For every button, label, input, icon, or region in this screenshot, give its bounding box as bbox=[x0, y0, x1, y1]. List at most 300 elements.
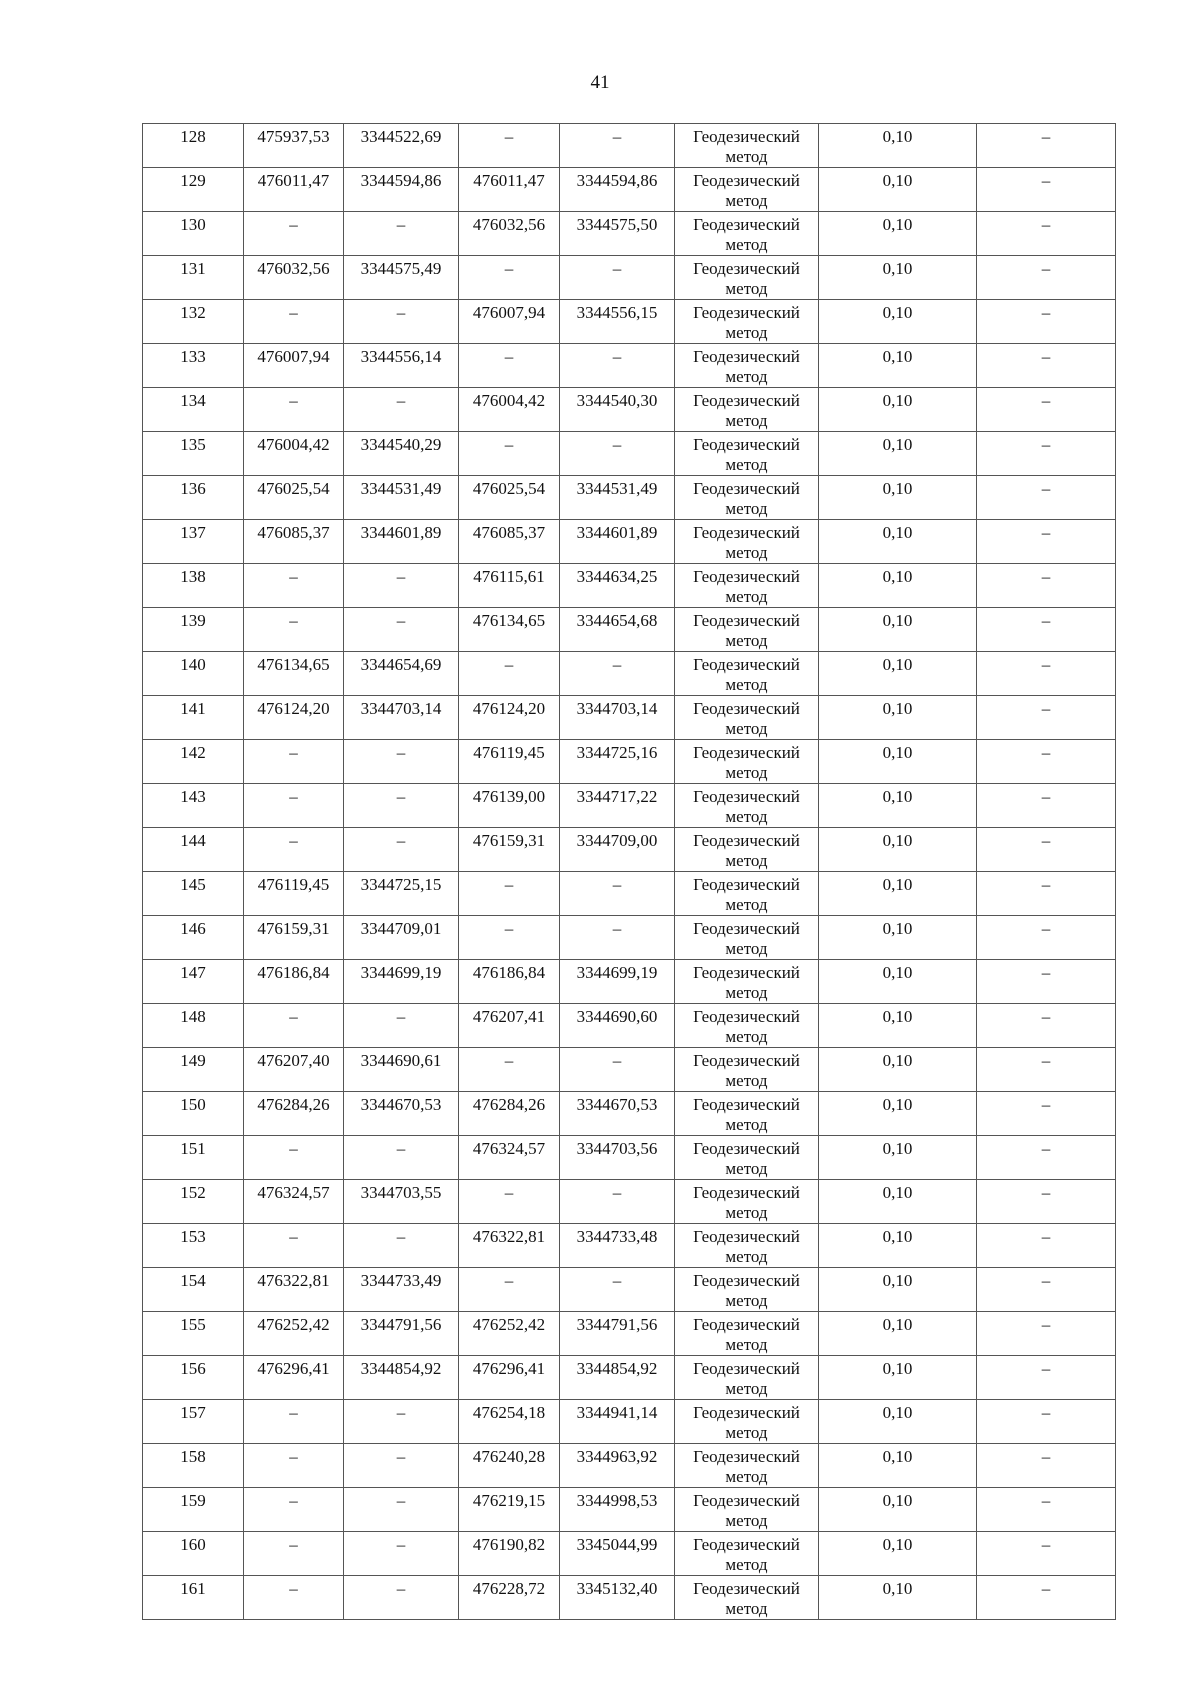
cell-text: 3344601,89 bbox=[360, 523, 442, 542]
cell-text: 142 bbox=[180, 743, 206, 762]
cell-text: 476124,20 bbox=[472, 699, 546, 718]
new-x-cell bbox=[459, 1224, 560, 1268]
cell-text: – bbox=[1041, 875, 1051, 894]
cell-text: 141 bbox=[180, 699, 206, 718]
cell-text: – bbox=[1041, 1007, 1051, 1026]
cell-text: – bbox=[289, 1491, 298, 1510]
cell-text: 0,10 bbox=[882, 171, 913, 190]
cell-text: 137 bbox=[180, 523, 206, 542]
new-x-cell bbox=[459, 828, 560, 872]
cell-text: – bbox=[396, 567, 406, 586]
new-x-cell bbox=[459, 1400, 560, 1444]
accuracy-cell bbox=[819, 564, 977, 608]
cell-text: 3344733,48 bbox=[576, 1227, 658, 1246]
cell-text: – bbox=[1041, 1183, 1051, 1202]
cell-text: 476085,37 bbox=[472, 523, 546, 542]
cell-text: 3344540,30 bbox=[576, 391, 658, 410]
cell-text: 0,10 bbox=[882, 699, 913, 718]
method-cell bbox=[675, 476, 819, 520]
cell-text: – bbox=[396, 303, 406, 322]
method-cell bbox=[675, 1312, 819, 1356]
cell-text: Геодезический метод bbox=[693, 1183, 800, 1222]
cell-text: – bbox=[1041, 303, 1051, 322]
table-row bbox=[143, 1268, 1116, 1312]
existing-y-cell bbox=[344, 168, 459, 212]
cell-text: 3344717,22 bbox=[576, 787, 658, 806]
cell-text: – bbox=[1041, 1535, 1051, 1554]
existing-x-cell bbox=[244, 1532, 344, 1576]
cell-text: – bbox=[1041, 1315, 1051, 1334]
cell-text: 476159,31 bbox=[257, 919, 330, 938]
new-x-cell bbox=[459, 1048, 560, 1092]
point-number-cell bbox=[143, 124, 244, 168]
new-x-cell bbox=[459, 432, 560, 476]
new-x-cell bbox=[459, 124, 560, 168]
table-row bbox=[143, 1356, 1116, 1400]
table-row bbox=[143, 1004, 1116, 1048]
cell-text: – bbox=[396, 611, 406, 630]
method-cell bbox=[675, 1224, 819, 1268]
existing-x-cell bbox=[244, 432, 344, 476]
cell-text: 0,10 bbox=[882, 1447, 913, 1466]
cell-text: – bbox=[289, 787, 298, 806]
cell-text: 136 bbox=[180, 479, 206, 498]
table-row bbox=[143, 1444, 1116, 1488]
cell-text: – bbox=[396, 743, 406, 762]
cell-text: 0,10 bbox=[882, 611, 913, 630]
cell-text: 3344733,49 bbox=[360, 1271, 442, 1290]
table-row bbox=[143, 1312, 1116, 1356]
table-row bbox=[143, 388, 1116, 432]
accuracy-cell bbox=[819, 344, 977, 388]
method-cell bbox=[675, 1180, 819, 1224]
cell-text: 140 bbox=[180, 655, 206, 674]
cell-text: 131 bbox=[180, 259, 206, 278]
method-cell bbox=[675, 1444, 819, 1488]
method-cell bbox=[675, 1488, 819, 1532]
description-cell bbox=[977, 696, 1116, 740]
cell-text: Геодезический метод bbox=[693, 1095, 800, 1134]
cell-text: 476134,65 bbox=[472, 611, 546, 630]
new-y-cell bbox=[560, 256, 675, 300]
cell-text: 3344690,60 bbox=[576, 1007, 658, 1026]
cell-text: 147 bbox=[180, 963, 206, 982]
existing-x-cell bbox=[244, 1444, 344, 1488]
table-row bbox=[143, 696, 1116, 740]
point-number-cell bbox=[143, 564, 244, 608]
new-x-cell bbox=[459, 916, 560, 960]
cell-text: Геодезический метод bbox=[693, 831, 800, 870]
existing-x-cell bbox=[244, 784, 344, 828]
existing-y-cell bbox=[344, 256, 459, 300]
new-x-cell bbox=[459, 1136, 560, 1180]
accuracy-cell bbox=[819, 608, 977, 652]
cell-text: – bbox=[1041, 435, 1051, 454]
existing-x-cell bbox=[244, 828, 344, 872]
table-row bbox=[143, 300, 1116, 344]
method-cell bbox=[675, 1004, 819, 1048]
existing-x-cell bbox=[244, 1180, 344, 1224]
existing-x-cell bbox=[244, 1312, 344, 1356]
cell-text: – bbox=[1041, 611, 1051, 630]
existing-y-cell bbox=[344, 520, 459, 564]
description-cell bbox=[977, 564, 1116, 608]
new-y-cell bbox=[560, 124, 675, 168]
cell-text: 0,10 bbox=[882, 1183, 913, 1202]
cell-text: – bbox=[612, 875, 622, 894]
cell-text: – bbox=[1041, 479, 1051, 498]
cell-text: 130 bbox=[180, 215, 206, 234]
cell-text: – bbox=[1041, 127, 1051, 146]
cell-text: 3344522,69 bbox=[360, 127, 442, 146]
cell-text: Геодезический метод bbox=[693, 1491, 800, 1530]
accuracy-cell bbox=[819, 696, 977, 740]
cell-text: 144 bbox=[180, 831, 206, 850]
table-row bbox=[143, 256, 1116, 300]
cell-text: 476207,41 bbox=[472, 1007, 546, 1026]
existing-x-cell bbox=[244, 1576, 344, 1620]
cell-text: – bbox=[396, 391, 406, 410]
cell-text: – bbox=[612, 127, 622, 146]
accuracy-cell bbox=[819, 1180, 977, 1224]
new-y-cell bbox=[560, 828, 675, 872]
existing-y-cell bbox=[344, 916, 459, 960]
new-y-cell bbox=[560, 652, 675, 696]
cell-text: 476025,54 bbox=[257, 479, 330, 498]
cell-text: 3344556,15 bbox=[576, 303, 658, 322]
cell-text: 0,10 bbox=[882, 1007, 913, 1026]
accuracy-cell bbox=[819, 1092, 977, 1136]
cell-text: – bbox=[504, 1183, 514, 1202]
cell-text: 476032,56 bbox=[257, 259, 330, 278]
cell-text: – bbox=[396, 1579, 406, 1598]
cell-text: 0,10 bbox=[882, 1579, 913, 1598]
description-cell bbox=[977, 1532, 1116, 1576]
coordinates-table bbox=[142, 123, 1116, 1620]
new-y-cell bbox=[560, 784, 675, 828]
accuracy-cell bbox=[819, 1356, 977, 1400]
cell-text: 3344791,56 bbox=[576, 1315, 658, 1334]
cell-text: – bbox=[504, 875, 514, 894]
cell-text: 3344963,92 bbox=[576, 1447, 658, 1466]
cell-text: – bbox=[396, 215, 406, 234]
existing-y-cell bbox=[344, 1224, 459, 1268]
new-y-cell bbox=[560, 1136, 675, 1180]
table-row bbox=[143, 828, 1116, 872]
new-y-cell bbox=[560, 212, 675, 256]
cell-text: 3344556,14 bbox=[360, 347, 442, 366]
description-cell bbox=[977, 1224, 1116, 1268]
cell-text: – bbox=[289, 391, 298, 410]
cell-text: Геодезический метод bbox=[693, 919, 800, 958]
existing-x-cell bbox=[244, 960, 344, 1004]
existing-y-cell bbox=[344, 1312, 459, 1356]
description-cell bbox=[977, 1356, 1116, 1400]
cell-text: 3344725,16 bbox=[576, 743, 658, 762]
new-y-cell bbox=[560, 1268, 675, 1312]
existing-y-cell bbox=[344, 828, 459, 872]
existing-x-cell bbox=[244, 388, 344, 432]
method-cell bbox=[675, 960, 819, 1004]
new-x-cell bbox=[459, 608, 560, 652]
new-x-cell bbox=[459, 1004, 560, 1048]
description-cell bbox=[977, 1136, 1116, 1180]
cell-text: Геодезический метод bbox=[693, 787, 800, 826]
accuracy-cell bbox=[819, 432, 977, 476]
existing-y-cell bbox=[344, 212, 459, 256]
existing-x-cell bbox=[244, 1136, 344, 1180]
accuracy-cell bbox=[819, 960, 977, 1004]
cell-text: Геодезический метод bbox=[693, 743, 800, 782]
new-y-cell bbox=[560, 696, 675, 740]
existing-x-cell bbox=[244, 916, 344, 960]
point-number-cell bbox=[143, 1444, 244, 1488]
existing-x-cell bbox=[244, 1048, 344, 1092]
new-y-cell bbox=[560, 1444, 675, 1488]
cell-text: 476159,31 bbox=[472, 831, 546, 850]
cell-text: – bbox=[612, 655, 622, 674]
accuracy-cell bbox=[819, 828, 977, 872]
description-cell bbox=[977, 300, 1116, 344]
new-y-cell bbox=[560, 608, 675, 652]
point-number-cell bbox=[143, 916, 244, 960]
description-cell bbox=[977, 432, 1116, 476]
new-y-cell bbox=[560, 1532, 675, 1576]
cell-text: – bbox=[396, 1447, 406, 1466]
method-cell bbox=[675, 256, 819, 300]
existing-y-cell bbox=[344, 300, 459, 344]
cell-text: – bbox=[289, 1535, 298, 1554]
accuracy-cell bbox=[819, 168, 977, 212]
cell-text: Геодезический метод bbox=[693, 435, 800, 474]
point-number-cell bbox=[143, 1400, 244, 1444]
existing-x-cell bbox=[244, 344, 344, 388]
existing-y-cell bbox=[344, 960, 459, 1004]
cell-text: – bbox=[504, 655, 514, 674]
point-number-cell bbox=[143, 256, 244, 300]
cell-text: Геодезический метод bbox=[693, 611, 800, 650]
cell-text: – bbox=[396, 831, 406, 850]
cell-text: 0,10 bbox=[882, 743, 913, 762]
cell-text: 476134,65 bbox=[257, 655, 330, 674]
cell-text: 0,10 bbox=[882, 963, 913, 982]
point-number-cell bbox=[143, 1488, 244, 1532]
cell-text: 476324,57 bbox=[257, 1183, 330, 1202]
cell-text: 476032,56 bbox=[472, 215, 546, 234]
method-cell bbox=[675, 564, 819, 608]
existing-x-cell bbox=[244, 740, 344, 784]
existing-x-cell bbox=[244, 1356, 344, 1400]
cell-text: – bbox=[289, 1139, 298, 1158]
accuracy-cell bbox=[819, 1048, 977, 1092]
accuracy-cell bbox=[819, 124, 977, 168]
cell-text: – bbox=[1041, 171, 1051, 190]
cell-text: 3344594,86 bbox=[360, 171, 442, 190]
cell-text: 3344725,15 bbox=[360, 875, 442, 894]
method-cell bbox=[675, 1048, 819, 1092]
cell-text: – bbox=[1041, 1271, 1051, 1290]
method-cell bbox=[675, 916, 819, 960]
existing-x-cell bbox=[244, 696, 344, 740]
cell-text: 0,10 bbox=[882, 1095, 913, 1114]
existing-y-cell bbox=[344, 1576, 459, 1620]
point-number-cell bbox=[143, 300, 244, 344]
description-cell bbox=[977, 740, 1116, 784]
point-number-cell bbox=[143, 520, 244, 564]
cell-text: – bbox=[289, 303, 298, 322]
cell-text: Геодезический метод bbox=[693, 655, 800, 694]
description-cell bbox=[977, 1180, 1116, 1224]
cell-text: 159 bbox=[180, 1491, 206, 1510]
new-y-cell bbox=[560, 1312, 675, 1356]
existing-y-cell bbox=[344, 564, 459, 608]
point-number-cell bbox=[143, 1224, 244, 1268]
point-number-cell bbox=[143, 740, 244, 784]
description-cell bbox=[977, 1048, 1116, 1092]
method-cell bbox=[675, 520, 819, 564]
method-cell bbox=[675, 300, 819, 344]
cell-text: 0,10 bbox=[882, 1139, 913, 1158]
cell-text: 0,10 bbox=[882, 1535, 913, 1554]
cell-text: – bbox=[612, 919, 622, 938]
new-x-cell bbox=[459, 1180, 560, 1224]
cell-text: Геодезический метод bbox=[693, 1447, 800, 1486]
existing-y-cell bbox=[344, 124, 459, 168]
existing-x-cell bbox=[244, 1092, 344, 1136]
cell-text: – bbox=[504, 919, 514, 938]
cell-text: 3344791,56 bbox=[360, 1315, 442, 1334]
table-row bbox=[143, 432, 1116, 476]
cell-text: 476119,45 bbox=[473, 743, 545, 762]
cell-text: 3344709,01 bbox=[360, 919, 442, 938]
new-x-cell bbox=[459, 1092, 560, 1136]
description-cell bbox=[977, 608, 1116, 652]
new-x-cell bbox=[459, 212, 560, 256]
cell-text: – bbox=[289, 1403, 298, 1422]
point-number-cell bbox=[143, 388, 244, 432]
existing-y-cell bbox=[344, 1268, 459, 1312]
point-number-cell bbox=[143, 608, 244, 652]
cell-text: – bbox=[1041, 523, 1051, 542]
existing-x-cell bbox=[244, 476, 344, 520]
new-x-cell bbox=[459, 1268, 560, 1312]
description-cell bbox=[977, 916, 1116, 960]
new-x-cell bbox=[459, 960, 560, 1004]
description-cell bbox=[977, 1312, 1116, 1356]
method-cell bbox=[675, 608, 819, 652]
description-cell bbox=[977, 1488, 1116, 1532]
cell-text: 3344703,55 bbox=[360, 1183, 442, 1202]
existing-y-cell bbox=[344, 1356, 459, 1400]
new-x-cell bbox=[459, 388, 560, 432]
cell-text: – bbox=[396, 1535, 406, 1554]
cell-text: 151 bbox=[180, 1139, 206, 1158]
cell-text: 476085,37 bbox=[257, 523, 330, 542]
existing-y-cell bbox=[344, 1136, 459, 1180]
cell-text: 138 bbox=[180, 567, 206, 586]
cell-text: 476011,47 bbox=[257, 171, 330, 190]
page-number: 41 bbox=[590, 72, 610, 93]
cell-text: 0,10 bbox=[882, 259, 913, 278]
cell-text: 476284,26 bbox=[472, 1095, 546, 1114]
method-cell bbox=[675, 1136, 819, 1180]
point-number-cell bbox=[143, 652, 244, 696]
existing-y-cell bbox=[344, 1092, 459, 1136]
cell-text: 0,10 bbox=[882, 127, 913, 146]
cell-text: – bbox=[1041, 1447, 1051, 1466]
existing-x-cell bbox=[244, 300, 344, 344]
new-y-cell bbox=[560, 1400, 675, 1444]
cell-text: 129 bbox=[180, 171, 206, 190]
point-number-cell bbox=[143, 1312, 244, 1356]
cell-text: 128 bbox=[180, 127, 206, 146]
cell-text: – bbox=[1041, 1051, 1051, 1070]
new-y-cell bbox=[560, 1488, 675, 1532]
cell-text: Геодезический метод bbox=[693, 1139, 800, 1178]
cell-text: – bbox=[504, 1271, 514, 1290]
cell-text: 0,10 bbox=[882, 1051, 913, 1070]
point-number-cell bbox=[143, 1356, 244, 1400]
cell-text: 0,10 bbox=[882, 875, 913, 894]
new-x-cell bbox=[459, 520, 560, 564]
accuracy-cell bbox=[819, 520, 977, 564]
description-cell bbox=[977, 1576, 1116, 1620]
method-cell bbox=[675, 388, 819, 432]
new-x-cell bbox=[459, 1488, 560, 1532]
existing-x-cell bbox=[244, 564, 344, 608]
cell-text: 476115,61 bbox=[473, 567, 545, 586]
existing-x-cell bbox=[244, 124, 344, 168]
table-row bbox=[143, 608, 1116, 652]
cell-text: – bbox=[396, 1007, 406, 1026]
accuracy-cell bbox=[819, 476, 977, 520]
new-x-cell bbox=[459, 1356, 560, 1400]
cell-text: 3344575,49 bbox=[360, 259, 442, 278]
cell-text: 0,10 bbox=[882, 523, 913, 542]
cell-text: 150 bbox=[180, 1095, 206, 1114]
new-y-cell bbox=[560, 344, 675, 388]
new-x-cell bbox=[459, 872, 560, 916]
cell-text: – bbox=[1041, 1579, 1051, 1598]
cell-text: 3344594,86 bbox=[576, 171, 658, 190]
cell-text: 476186,84 bbox=[472, 963, 546, 982]
cell-text: 160 bbox=[180, 1535, 206, 1554]
table-row bbox=[143, 124, 1116, 168]
description-cell bbox=[977, 1092, 1116, 1136]
cell-text: 3344634,25 bbox=[576, 567, 658, 586]
table-row bbox=[143, 1092, 1116, 1136]
new-x-cell bbox=[459, 1444, 560, 1488]
cell-text: 476139,00 bbox=[472, 787, 546, 806]
new-x-cell bbox=[459, 1312, 560, 1356]
new-x-cell bbox=[459, 300, 560, 344]
cell-text: 152 bbox=[180, 1183, 206, 1202]
cell-text: 3344998,53 bbox=[576, 1491, 658, 1510]
point-number-cell bbox=[143, 1004, 244, 1048]
cell-text: – bbox=[396, 1403, 406, 1422]
cell-text: 476322,81 bbox=[257, 1271, 330, 1290]
cell-text: – bbox=[1041, 1095, 1051, 1114]
cell-text: 0,10 bbox=[882, 567, 913, 586]
point-number-cell bbox=[143, 1180, 244, 1224]
new-y-cell bbox=[560, 1048, 675, 1092]
cell-text: Геодезический метод bbox=[693, 127, 800, 166]
cell-text: 132 bbox=[180, 303, 206, 322]
point-number-cell bbox=[143, 344, 244, 388]
new-x-cell bbox=[459, 476, 560, 520]
new-y-cell bbox=[560, 168, 675, 212]
cell-text: 0,10 bbox=[882, 1491, 913, 1510]
